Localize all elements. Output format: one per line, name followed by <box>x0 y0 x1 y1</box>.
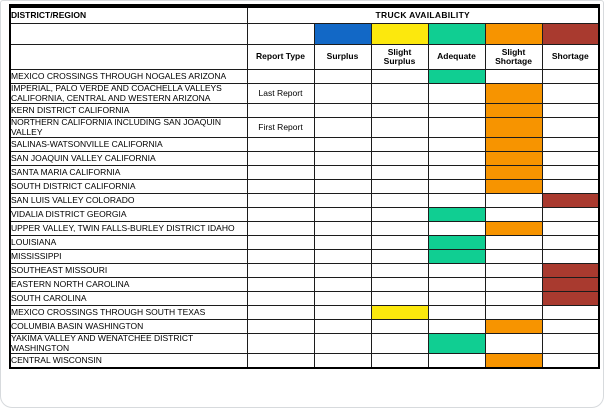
status-cell-empty <box>485 208 542 222</box>
status-cell-empty <box>542 334 599 354</box>
status-cell-shortage <box>542 292 599 306</box>
status-cell-empty <box>314 264 371 278</box>
report-type-value <box>247 138 314 152</box>
table-row <box>10 208 599 222</box>
report-type-value: First Report <box>247 118 314 138</box>
status-cell-empty <box>314 70 371 84</box>
status-cell-slight-shortage <box>485 138 542 152</box>
status-cell-empty <box>428 118 485 138</box>
status-cell-empty <box>371 166 428 180</box>
status-cell-empty <box>371 208 428 222</box>
status-cell-empty <box>542 208 599 222</box>
report-type-value <box>247 320 314 334</box>
legend-label-row <box>10 45 599 70</box>
status-cell-slight-shortage <box>485 152 542 166</box>
status-cell-adequate <box>428 236 485 250</box>
status-cell-empty <box>314 236 371 250</box>
status-cell-empty <box>371 70 428 84</box>
report-type-value <box>247 208 314 222</box>
status-cell-empty <box>428 180 485 194</box>
table-row <box>10 118 599 138</box>
status-cell-empty <box>371 264 428 278</box>
district-name: SALINAS-WATSONVILLE CALIFORNIA <box>10 138 247 152</box>
status-cell-shortage <box>542 194 599 208</box>
status-cell-empty <box>428 222 485 236</box>
truck-availability-table <box>9 4 600 369</box>
status-cell-empty <box>485 334 542 354</box>
report-type-value <box>247 104 314 118</box>
table-row <box>10 70 599 84</box>
table-row <box>10 292 599 306</box>
status-cell-empty <box>428 264 485 278</box>
status-cell-empty <box>314 180 371 194</box>
title-row <box>10 6 599 24</box>
report-type-value <box>247 250 314 264</box>
legend-label-shortage: Shortage <box>542 45 599 70</box>
table-row <box>10 320 599 334</box>
table-row <box>10 166 599 180</box>
status-cell-empty <box>542 250 599 264</box>
status-cell-empty <box>428 152 485 166</box>
status-cell-empty <box>314 138 371 152</box>
report-type-value <box>247 152 314 166</box>
status-cell-slight-shortage <box>485 320 542 334</box>
table-row <box>10 222 599 236</box>
district-name: MISSISSIPPI <box>10 250 247 264</box>
status-cell-empty <box>371 320 428 334</box>
status-cell-empty <box>371 180 428 194</box>
legend-swatch-slight-surplus <box>371 24 428 45</box>
report-type-value <box>247 292 314 306</box>
status-cell-empty <box>428 320 485 334</box>
district-name: UPPER VALLEY, TWIN FALLS-BURLEY DISTRICT IDAHO <box>10 222 247 236</box>
status-cell-empty <box>542 320 599 334</box>
legend-swatch-shortage <box>542 24 599 45</box>
district-name: SOUTH CAROLINA <box>10 292 247 306</box>
status-cell-empty <box>314 250 371 264</box>
status-cell-empty <box>428 104 485 118</box>
table-row <box>10 194 599 208</box>
status-cell-empty <box>314 334 371 354</box>
status-cell-shortage <box>542 264 599 278</box>
table-row <box>10 306 599 320</box>
status-cell-empty <box>314 278 371 292</box>
status-cell-empty <box>371 222 428 236</box>
status-cell-empty <box>371 278 428 292</box>
status-cell-empty <box>485 278 542 292</box>
status-cell-empty <box>542 104 599 118</box>
report-type-value <box>247 278 314 292</box>
legend-swatch-adequate <box>428 24 485 45</box>
district-name: LOUISIANA <box>10 236 247 250</box>
status-cell-empty <box>371 334 428 354</box>
table-row <box>10 250 599 264</box>
status-cell-empty <box>314 104 371 118</box>
table-row <box>10 152 599 166</box>
status-cell-empty <box>542 138 599 152</box>
district-name: KERN DISTRICT CALIFORNIA <box>10 104 247 118</box>
status-cell-empty <box>371 118 428 138</box>
status-cell-empty <box>371 104 428 118</box>
status-cell-adequate <box>428 208 485 222</box>
district-name: COLUMBIA BASIN WASHINGTON <box>10 320 247 334</box>
status-cell-adequate <box>428 250 485 264</box>
status-cell-empty <box>428 292 485 306</box>
legend-swatch-surplus <box>314 24 371 45</box>
status-cell-empty <box>371 354 428 369</box>
legend-label-surplus: Surplus <box>314 45 371 70</box>
district-region-header: DISTRICT/REGION <box>10 6 247 24</box>
status-cell-empty <box>428 138 485 152</box>
status-cell-empty <box>314 118 371 138</box>
status-cell-empty <box>428 306 485 320</box>
report-type-value <box>247 166 314 180</box>
district-name: SOUTHEAST MISSOURI <box>10 264 247 278</box>
status-cell-adequate <box>428 70 485 84</box>
empty-cell <box>247 24 314 45</box>
report-type-value <box>247 264 314 278</box>
report-type-value <box>247 180 314 194</box>
report-type-value <box>247 222 314 236</box>
report-type-value <box>247 70 314 84</box>
status-cell-shortage <box>542 278 599 292</box>
status-cell-empty <box>542 222 599 236</box>
status-cell-empty <box>428 354 485 369</box>
status-cell-empty <box>371 250 428 264</box>
status-cell-empty <box>485 250 542 264</box>
district-name: MEXICO CROSSINGS THROUGH SOUTH TEXAS <box>10 306 247 320</box>
status-cell-empty <box>428 194 485 208</box>
status-cell-slight-shortage <box>485 222 542 236</box>
status-cell-empty <box>542 70 599 84</box>
status-cell-slight-shortage <box>485 354 542 369</box>
table-row <box>10 84 599 104</box>
status-cell-empty <box>371 194 428 208</box>
status-cell-empty <box>542 152 599 166</box>
status-cell-slight-surplus <box>371 306 428 320</box>
district-name: EASTERN NORTH CAROLINA <box>10 278 247 292</box>
status-cell-empty <box>314 292 371 306</box>
status-cell-empty <box>371 292 428 306</box>
report-type-value <box>247 334 314 354</box>
table-row <box>10 236 599 250</box>
status-cell-empty <box>542 306 599 320</box>
status-cell-empty <box>314 306 371 320</box>
district-name: SOUTH DISTRICT CALIFORNIA <box>10 180 247 194</box>
district-name: YAKIMA VALLEY AND WENATCHEE DISTRICT WASHINGTON <box>10 334 247 354</box>
status-cell-empty <box>371 152 428 166</box>
status-cell-empty <box>314 354 371 369</box>
status-cell-empty <box>314 194 371 208</box>
status-cell-empty <box>542 180 599 194</box>
district-name: MEXICO CROSSINGS THROUGH NOGALES ARIZONA <box>10 70 247 84</box>
table-row <box>10 104 599 118</box>
empty-cell <box>10 24 247 45</box>
status-cell-slight-shortage <box>485 104 542 118</box>
status-cell-empty <box>542 354 599 369</box>
status-cell-empty <box>428 84 485 104</box>
status-cell-empty <box>542 84 599 104</box>
status-cell-slight-shortage <box>485 118 542 138</box>
truck-availability-header: TRUCK AVAILABILITY <box>247 6 599 24</box>
status-cell-empty <box>371 84 428 104</box>
report-type-value <box>247 236 314 250</box>
status-cell-empty <box>428 166 485 180</box>
status-cell-empty <box>542 118 599 138</box>
status-cell-empty <box>314 84 371 104</box>
status-cell-empty <box>485 292 542 306</box>
report-type-value: Last Report <box>247 84 314 104</box>
status-cell-empty <box>542 236 599 250</box>
status-cell-empty <box>371 236 428 250</box>
status-cell-empty <box>485 264 542 278</box>
report-type-header: Report Type <box>247 45 314 70</box>
district-name: IMPERIAL, PALO VERDE AND COACHELLA VALLEYS CALIFORNIA, CENTRAL AND WESTERN ARIZONA <box>10 84 247 104</box>
district-name: CENTRAL WISCONSIN <box>10 354 247 369</box>
table-row <box>10 334 599 354</box>
district-name: VIDALIA DISTRICT GEORGIA <box>10 208 247 222</box>
status-cell-empty <box>542 166 599 180</box>
report-type-value <box>247 354 314 369</box>
table-row <box>10 180 599 194</box>
district-name: SAN LUIS VALLEY COLORADO <box>10 194 247 208</box>
table-row <box>10 138 599 152</box>
status-cell-empty <box>314 208 371 222</box>
status-cell-empty <box>485 236 542 250</box>
status-cell-adequate <box>428 334 485 354</box>
status-cell-slight-shortage <box>485 84 542 104</box>
status-cell-slight-shortage <box>485 166 542 180</box>
status-cell-empty <box>314 152 371 166</box>
legend-swatch-slight-shortage <box>485 24 542 45</box>
status-cell-empty <box>485 194 542 208</box>
table-row <box>10 278 599 292</box>
report-type-value <box>247 306 314 320</box>
district-name: SANTA MARIA CALIFORNIA <box>10 166 247 180</box>
status-cell-empty <box>485 70 542 84</box>
district-name: NORTHERN CALIFORNIA INCLUDING SAN JOAQUIN VALLEY <box>10 118 247 138</box>
legend-label-slight-surplus: Slight Surplus <box>371 45 428 70</box>
status-cell-empty <box>314 166 371 180</box>
legend-label-slight-shortage: Slight Shortage <box>485 45 542 70</box>
status-cell-slight-shortage <box>485 180 542 194</box>
legend-swatch-row <box>10 24 599 45</box>
legend-label-adequate: Adequate <box>428 45 485 70</box>
status-cell-empty <box>314 222 371 236</box>
report-type-value <box>247 194 314 208</box>
table-row <box>10 264 599 278</box>
district-name: SAN JOAQUIN VALLEY CALIFORNIA <box>10 152 247 166</box>
table-row <box>10 354 599 369</box>
status-cell-empty <box>485 306 542 320</box>
status-cell-empty <box>371 138 428 152</box>
empty-cell <box>10 45 247 70</box>
status-cell-empty <box>314 320 371 334</box>
status-cell-empty <box>428 278 485 292</box>
